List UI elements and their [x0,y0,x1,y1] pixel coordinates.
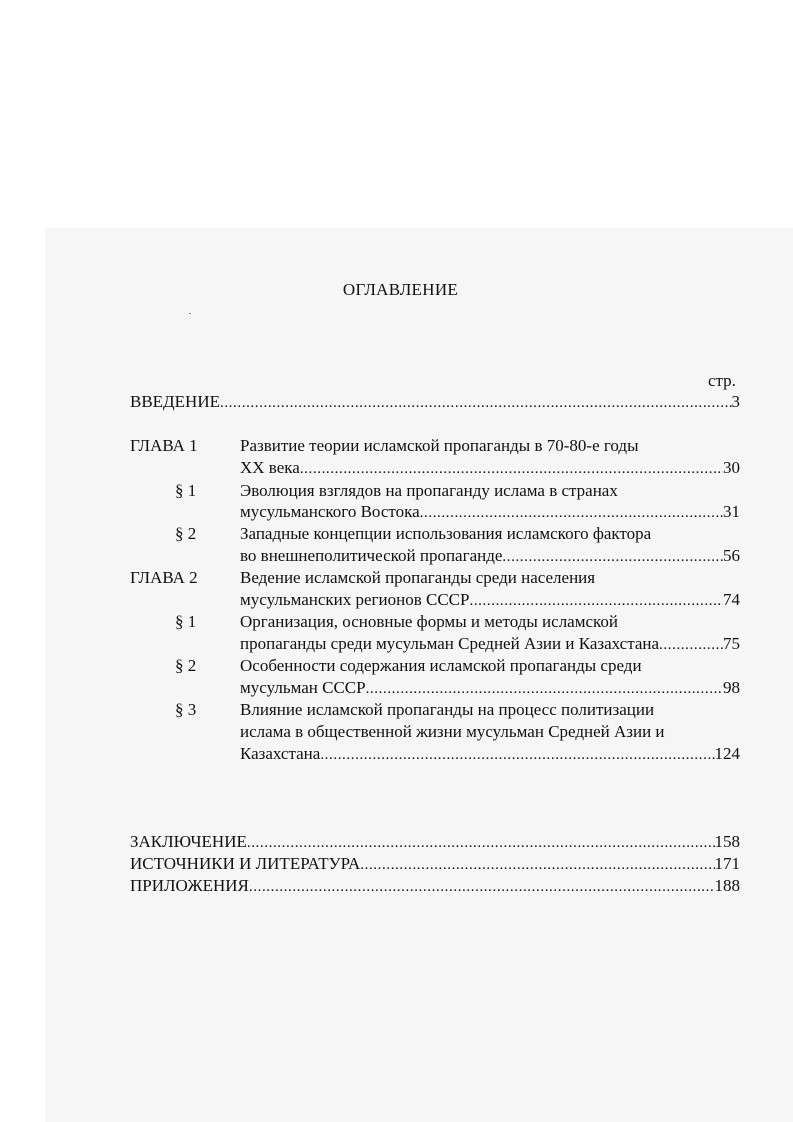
section-2-1-title-line1[interactable]: Организация, основные формы и методы исламской [240,612,619,631]
section-2-3-title-line1[interactable]: Влияние исламской пропаганды на процесс политизации [240,700,655,719]
dot-leader [420,502,723,524]
section-2-2-title-line1[interactable]: Особенности содержания исламской пропаганды среди [240,656,642,675]
dot-leader [220,392,732,414]
toc-entry-section-1-1[interactable] [240,501,740,524]
toc-entry-section-2-1[interactable] [240,633,740,656]
toc-entry-sources[interactable] [130,853,740,876]
section-2-3-title-line2[interactable]: ислама в общественной жизни мусульман Средней Азии и [240,722,665,741]
toc-entry-appendix[interactable] [130,875,740,898]
dot-leader [469,590,723,612]
toc-entry-page: 74 [723,590,740,609]
dot-leader [659,634,723,656]
dot-leader [502,546,723,568]
toc-entry-label: Казахстана [240,744,321,763]
toc-entry-label: мусульман СССР [240,678,366,697]
page-title: ОГЛАВЛЕНИЕ [342,280,459,299]
scan-speck [189,313,191,314]
chapter-2-label: ГЛАВА 2 [130,568,198,587]
toc-entry-page: 188 [714,876,740,895]
toc-entry-section-1-2[interactable] [240,545,740,568]
toc-entry-chapter-1[interactable] [240,457,740,480]
toc-entry-page: 31 [723,502,740,521]
toc-entry-label: ЗАКЛЮЧЕНИЕ [130,832,247,851]
chapter-1-title-line1[interactable]: Развитие теории исламской пропаганды в 70-80-е годы [240,436,639,455]
toc-entry-label: мусульманского Востока [240,502,420,521]
dot-leader [247,832,715,854]
section-2-2-mark: § 2 [175,656,197,675]
dot-leader [366,678,723,700]
toc-entry-page: 98 [723,678,740,697]
dot-leader [320,744,714,766]
toc-entry-label: ПРИЛОЖЕНИЯ [130,876,249,895]
toc-entry-label: во внешнеполитической пропаганде [240,546,503,565]
toc-entry-intro[interactable] [130,391,740,414]
toc-entry-chapter-2[interactable] [240,589,740,612]
page-column-label: стр. [708,371,736,390]
toc-entry-page: 56 [723,546,740,565]
toc-entry-page: 75 [723,634,740,653]
toc-entry-section-2-3[interactable] [240,743,740,766]
toc-entry-page: 124 [714,744,740,763]
dot-leader [300,458,723,480]
toc-entry-section-2-2[interactable] [240,677,740,700]
chapter-1-label: ГЛАВА 1 [130,436,198,455]
section-2-3-mark: § 3 [175,700,197,719]
toc-entry-page: 30 [723,458,740,477]
dot-leader [360,854,714,876]
chapter-2-title-line1[interactable]: Ведение исламской пропаганды среди населения [240,568,596,587]
section-2-1-mark: § 1 [175,612,197,631]
toc-entry-label: ВВЕДЕНИЕ [130,392,220,411]
toc-entry-conclusion[interactable] [130,831,740,854]
toc-entry-label: пропаганды среди мусульман Средней Азии и Казахстана [240,634,660,653]
toc-entry-label: XX века [240,458,300,477]
dot-leader [249,876,715,898]
section-1-1-mark: § 1 [175,481,197,500]
toc-entry-page: 3 [731,392,740,411]
toc-entry-label: ИСТОЧНИКИ И ЛИТЕРАТУРА [130,854,361,873]
toc-entry-page: 171 [714,854,740,873]
toc-entry-label: мусульманских регионов СССР [240,590,470,609]
section-1-1-title-line1[interactable]: Эволюция взглядов на пропаганду ислама в странах [240,481,618,500]
toc-entry-page: 158 [714,832,740,851]
section-1-2-mark: § 2 [175,524,197,543]
section-1-2-title-line1[interactable]: Западные концепции использования исламского фактора [240,524,652,543]
